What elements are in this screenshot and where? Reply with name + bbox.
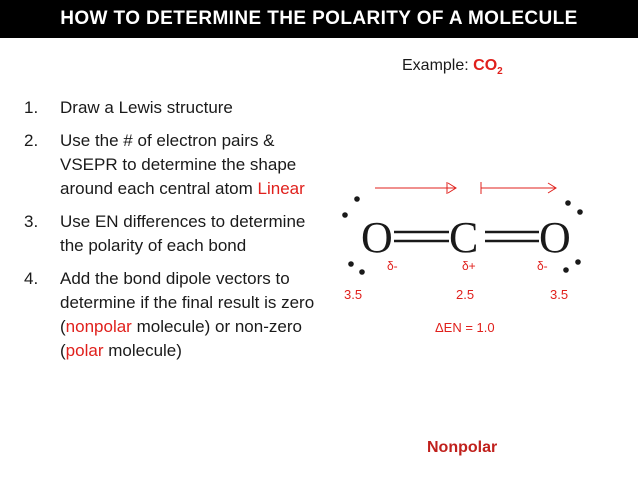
- example-formula-subscript: 2: [497, 66, 503, 78]
- slide-title: HOW TO DETERMINE THE POLARITY OF A MOLECULE: [60, 8, 578, 29]
- delta-en-value: ΔEN = 1.0: [435, 320, 495, 335]
- atom-oxygen-right: O: [539, 213, 571, 262]
- en-carbon: 2.5: [456, 287, 475, 302]
- step-number: 1.: [24, 98, 39, 117]
- step-number: 4.: [24, 269, 39, 288]
- step-text: Use EN differences to determine the polarity of each bond: [60, 212, 306, 255]
- term-polar: polar: [65, 341, 104, 360]
- atom-oxygen-left: O: [361, 213, 393, 262]
- step-text-a: Add the bond dipole vectors to determine if the final result is zero (: [60, 269, 315, 336]
- polarity-result: Nonpolar: [427, 439, 498, 456]
- partial-charge-carbon: δ+: [462, 259, 476, 273]
- shape-annotation: Linear: [257, 179, 305, 198]
- step-number: 3.: [24, 212, 39, 231]
- en-oxygen-right: 3.5: [550, 287, 569, 302]
- step-text-b: molecule) or non-zero (: [60, 317, 302, 360]
- dipole-arrow-left: [375, 182, 456, 194]
- atom-carbon: C: [449, 213, 479, 262]
- example-formula: CO: [473, 57, 498, 74]
- double-bond-right: [485, 232, 539, 241]
- en-oxygen-left: 3.5: [344, 287, 363, 302]
- example-prefix: Example:: [402, 57, 469, 74]
- step-text: Draw a Lewis structure: [60, 98, 233, 117]
- partial-charge-oxygen-right: δ-: [537, 259, 548, 273]
- partial-charge-oxygen-left: δ-: [387, 259, 398, 273]
- step-number: 2.: [24, 131, 39, 150]
- step-text-c: molecule): [108, 341, 182, 360]
- double-bond-left: [394, 232, 449, 241]
- dipole-arrow-right: [481, 182, 556, 194]
- step-text: Use the # of electron pairs & VSEPR to determine the shape around each central atom: [60, 131, 297, 198]
- term-nonpolar: nonpolar: [65, 317, 132, 336]
